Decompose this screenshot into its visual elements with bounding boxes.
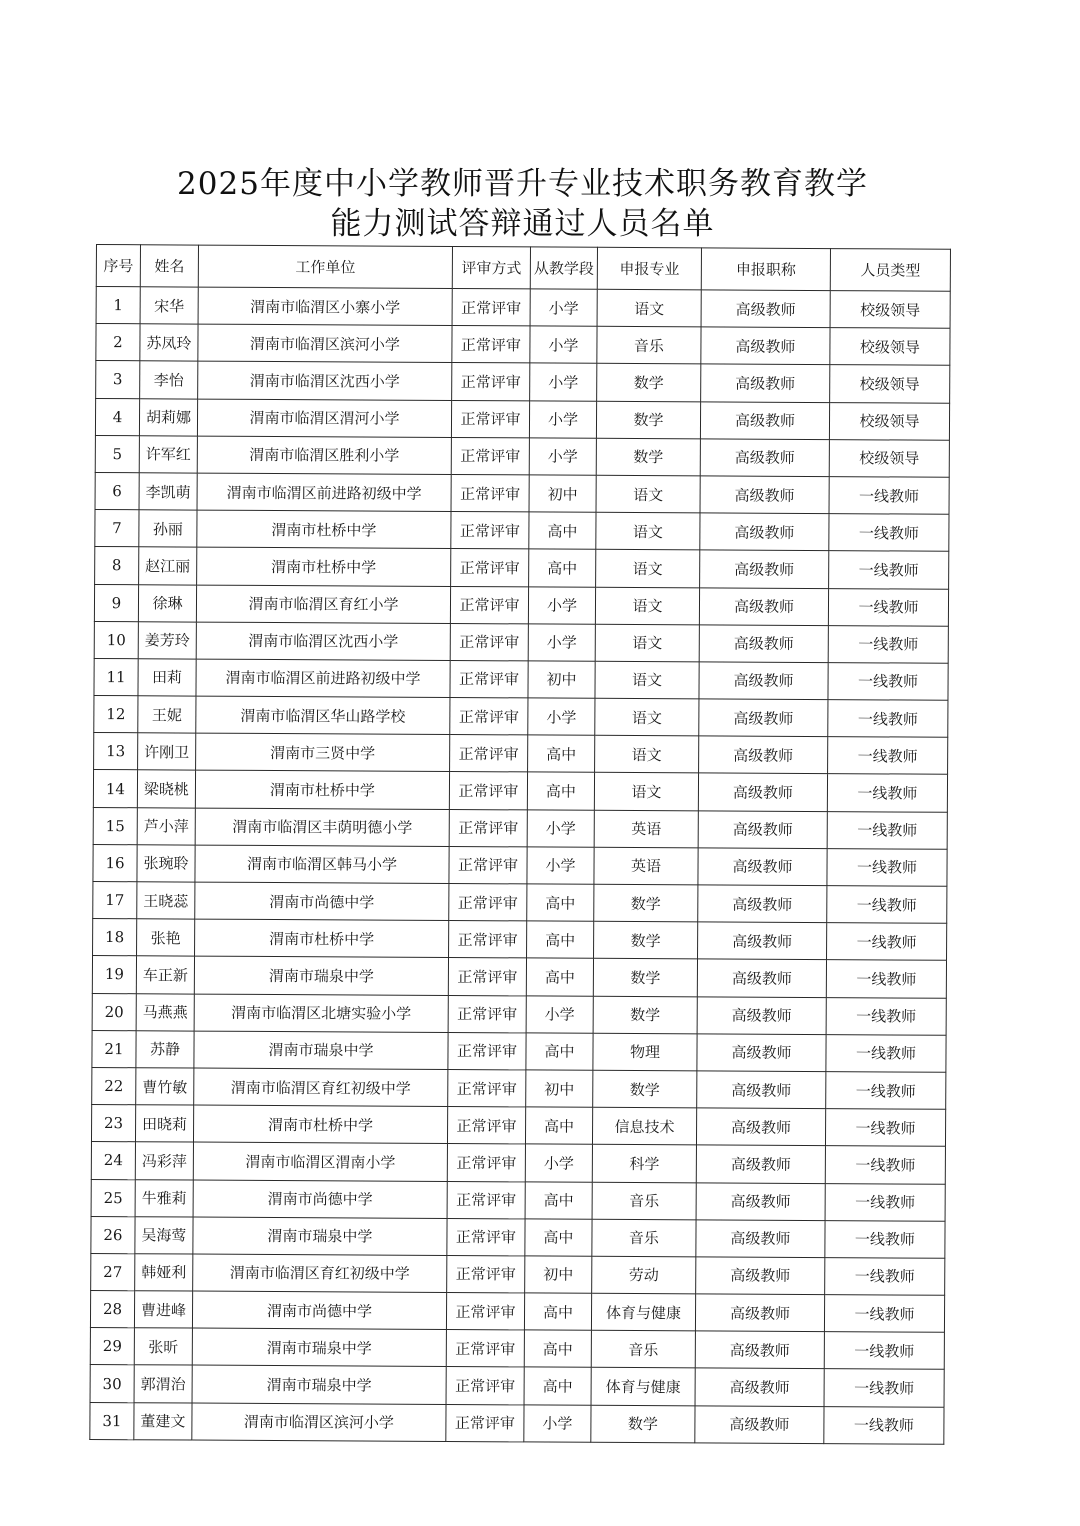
cell-applied-title: 高级教师 [696, 1182, 825, 1220]
cell-teaching-stage: 初中 [529, 475, 596, 513]
table-row [91, 1105, 945, 1147]
cell-name: 梁晓桃 [137, 770, 195, 808]
cell-applied-title: 高级教师 [696, 1145, 825, 1183]
cell-personnel-type: 一线教师 [827, 923, 947, 961]
cell-work-unit: 渭南市杜桥中学 [197, 510, 451, 549]
cell-applied-title: 高级教师 [697, 959, 826, 997]
table-row [95, 398, 949, 440]
cell-personnel-type: 一线教师 [827, 886, 947, 924]
cell-name: 曹进峰 [134, 1291, 192, 1329]
cell-personnel-type: 一线教师 [826, 1072, 946, 1110]
cell-serial-number: 8 [95, 547, 139, 584]
cell-teaching-stage: 初中 [525, 1256, 592, 1294]
table-row [95, 472, 949, 514]
cell-applied-subject: 音乐 [592, 1182, 696, 1220]
cell-work-unit: 渭南市临渭区渭河小学 [197, 399, 451, 438]
cell-applied-title: 高级教师 [700, 513, 829, 551]
cell-personnel-type: 一线教师 [825, 1220, 945, 1258]
cell-work-unit: 渭南市临渭区北塘实验小学 [194, 994, 448, 1033]
table-row [91, 1216, 945, 1258]
header-personnel-type: 人员类型 [830, 249, 950, 292]
cell-name: 孙丽 [139, 510, 197, 548]
cell-review-method: 正常评审 [451, 549, 529, 587]
cell-personnel-type: 一线教师 [829, 514, 949, 552]
cell-applied-subject: 英语 [594, 810, 698, 848]
cell-serial-number: 6 [95, 472, 139, 509]
cell-personnel-type: 一线教师 [826, 997, 946, 1035]
cell-teaching-stage: 高中 [527, 772, 594, 810]
cell-personnel-type: 一线教师 [828, 737, 948, 775]
cell-teaching-stage: 小学 [524, 1405, 591, 1443]
cell-personnel-type: 一线教师 [825, 1257, 945, 1295]
cell-work-unit: 渭南市临渭区前进路初级中学 [197, 473, 451, 512]
cell-teaching-stage: 小学 [530, 326, 597, 364]
cell-personnel-type: 一线教师 [824, 1406, 944, 1444]
cell-name: 许刚卫 [138, 733, 196, 771]
cell-review-method: 正常评审 [451, 474, 529, 512]
cell-name: 苏静 [136, 1030, 194, 1068]
cell-work-unit: 渭南市杜桥中学 [195, 919, 449, 958]
cell-personnel-type: 一线教师 [827, 774, 947, 812]
cell-teaching-stage: 初中 [526, 1070, 593, 1108]
cell-work-unit: 渭南市临渭区韩马小学 [195, 845, 449, 884]
cell-review-method: 正常评审 [446, 1367, 524, 1405]
cell-personnel-type: 一线教师 [829, 477, 949, 515]
header-serial-number: 序号 [96, 245, 140, 287]
cell-applied-subject: 信息技术 [592, 1107, 696, 1145]
table-row [93, 807, 947, 849]
cell-applied-subject: 数学 [593, 1070, 697, 1108]
cell-review-method: 正常评审 [451, 512, 529, 550]
document-title-line2: 能力测试答辩通过人员名单 [330, 206, 715, 242]
table-row [92, 956, 946, 998]
cell-applied-subject: 语文 [596, 512, 700, 550]
cell-teaching-stage: 小学 [528, 624, 595, 662]
cell-review-method: 正常评审 [449, 809, 527, 847]
cell-serial-number: 19 [92, 956, 136, 993]
table-row [94, 621, 948, 663]
cell-name: 许军红 [139, 435, 197, 473]
cell-work-unit: 渭南市杜桥中学 [193, 1105, 447, 1144]
header-review-method: 评审方式 [452, 246, 530, 288]
cell-applied-subject: 数学 [594, 921, 698, 959]
cell-review-method: 正常评审 [449, 921, 527, 959]
cell-review-method: 正常评审 [446, 1293, 524, 1331]
cell-applied-subject: 数学 [593, 996, 697, 1034]
header-applied-subject: 申报专业 [597, 247, 701, 290]
cell-teaching-stage: 高中 [524, 1367, 591, 1405]
cell-review-method: 正常评审 [450, 586, 528, 624]
cell-serial-number: 7 [95, 510, 139, 547]
cell-personnel-type: 一线教师 [824, 1332, 944, 1370]
cell-applied-subject: 科学 [592, 1145, 696, 1183]
cell-review-method: 正常评审 [449, 883, 527, 921]
table-row [95, 435, 949, 477]
cell-personnel-type: 一线教师 [825, 1146, 945, 1184]
cell-name: 李怡 [140, 361, 198, 399]
document-title-line1: 2025年度中小学教师晋升专业技术职务教育教学 [177, 166, 868, 202]
cell-work-unit: 渭南市临渭区沈西小学 [196, 622, 450, 661]
cell-personnel-type: 一线教师 [828, 700, 948, 738]
cell-serial-number: 13 [94, 733, 138, 770]
cell-personnel-type: 校级领导 [830, 328, 950, 366]
cell-personnel-type: 一线教师 [827, 811, 947, 849]
cell-applied-subject: 语文 [595, 624, 699, 662]
cell-serial-number: 10 [94, 621, 138, 658]
cell-teaching-stage: 小学 [530, 289, 597, 327]
cell-serial-number: 2 [96, 324, 140, 361]
cell-name: 王妮 [138, 696, 196, 734]
cell-applied-subject: 语文 [596, 550, 700, 588]
cell-teaching-stage: 小学 [527, 810, 594, 848]
header-work-unit: 工作单位 [198, 245, 452, 288]
table-row [90, 1291, 944, 1333]
table-row [93, 919, 947, 961]
table-row [92, 1067, 946, 1109]
cell-teaching-stage: 高中 [525, 1107, 592, 1145]
cell-work-unit: 渭南市临渭区胜利小学 [197, 436, 451, 475]
cell-teaching-stage: 小学 [529, 400, 596, 438]
cell-name: 马燕燕 [136, 993, 194, 1031]
cell-serial-number: 17 [93, 881, 137, 918]
cell-applied-title: 高级教师 [699, 625, 828, 663]
cell-work-unit: 渭南市临渭区滨河小学 [192, 1403, 446, 1442]
cell-name: 赵江丽 [139, 547, 197, 585]
cell-work-unit: 渭南市临渭区育红初级中学 [194, 1068, 448, 1107]
cell-serial-number: 11 [94, 658, 138, 695]
cell-applied-subject: 音乐 [592, 1219, 696, 1257]
cell-applied-title: 高级教师 [700, 401, 829, 439]
table-row [93, 881, 947, 923]
cell-applied-subject: 体育与健康 [591, 1293, 695, 1331]
cell-personnel-type: 校级领导 [829, 439, 949, 477]
cell-teaching-stage: 高中 [527, 921, 594, 959]
cell-teaching-stage: 高中 [526, 958, 593, 996]
cell-name: 吴海莺 [135, 1216, 193, 1254]
table-row [94, 658, 948, 700]
cell-work-unit: 渭南市瑞泉中学 [194, 1031, 448, 1070]
cell-teaching-stage: 小学 [525, 1144, 592, 1182]
cell-review-method: 正常评审 [446, 1404, 524, 1442]
table-row [93, 844, 947, 886]
cell-work-unit: 渭南市尚德中学 [195, 882, 449, 921]
cell-work-unit: 渭南市临渭区沈西小学 [198, 361, 452, 400]
table-row [90, 1328, 944, 1370]
cell-review-method: 正常评审 [448, 958, 526, 996]
cell-applied-title: 高级教师 [696, 1108, 825, 1146]
cell-applied-subject: 音乐 [597, 326, 701, 364]
cell-personnel-type: 校级领导 [829, 402, 949, 440]
cell-name: 王晓蕊 [137, 882, 195, 920]
passed-personnel-table [89, 244, 951, 1445]
cell-teaching-stage: 高中 [525, 1181, 592, 1219]
cell-personnel-type: 校级领导 [830, 291, 950, 329]
cell-teaching-stage: 小学 [529, 438, 596, 476]
cell-applied-title: 高级教师 [696, 1220, 825, 1258]
cell-applied-title: 高级教师 [695, 1368, 824, 1406]
cell-serial-number: 4 [95, 398, 139, 435]
cell-applied-title: 高级教师 [697, 1071, 826, 1109]
cell-serial-number: 31 [90, 1402, 134, 1439]
cell-review-method: 正常评审 [447, 1255, 525, 1293]
cell-applied-title: 高级教师 [699, 736, 828, 774]
cell-teaching-stage: 小学 [526, 995, 593, 1033]
cell-serial-number: 3 [96, 361, 140, 398]
cell-applied-subject: 语文 [595, 587, 699, 625]
cell-teaching-stage: 高中 [528, 735, 595, 773]
cell-serial-number: 12 [94, 696, 138, 733]
cell-applied-title: 高级教师 [700, 550, 829, 588]
cell-applied-subject: 数学 [596, 438, 700, 476]
cell-work-unit: 渭南市临渭区小寨小学 [198, 287, 452, 326]
cell-personnel-type: 校级领导 [830, 365, 950, 403]
cell-serial-number: 30 [90, 1365, 134, 1402]
cell-review-method: 正常评审 [450, 660, 528, 698]
cell-personnel-type: 一线教师 [829, 551, 949, 589]
cell-applied-title: 高级教师 [698, 810, 827, 848]
cell-review-method: 正常评审 [451, 400, 529, 438]
cell-serial-number: 9 [94, 584, 138, 621]
cell-name: 张昕 [134, 1328, 192, 1366]
cell-applied-title: 高级教师 [695, 1405, 824, 1443]
cell-review-method: 正常评审 [447, 1107, 525, 1145]
table-row [96, 361, 950, 403]
cell-applied-title: 高级教师 [697, 1034, 826, 1072]
cell-name: 李凯萌 [139, 473, 197, 511]
cell-name: 芦小萍 [137, 807, 195, 845]
cell-review-method: 正常评审 [446, 1330, 524, 1368]
cell-applied-title: 高级教师 [698, 885, 827, 923]
cell-review-method: 正常评审 [452, 326, 530, 364]
header-name: 姓名 [140, 245, 198, 287]
cell-personnel-type: 一线教师 [825, 1183, 945, 1221]
cell-serial-number: 14 [93, 770, 137, 807]
table-row [96, 287, 950, 329]
cell-applied-title: 高级教师 [701, 364, 830, 402]
cell-review-method: 正常评审 [452, 288, 530, 326]
cell-name: 车正新 [136, 956, 194, 994]
cell-applied-subject: 数学 [594, 884, 698, 922]
table-row [94, 696, 948, 738]
table-row [95, 547, 949, 589]
cell-work-unit: 渭南市瑞泉中学 [194, 956, 448, 995]
cell-name: 郭渭治 [134, 1365, 192, 1403]
cell-work-unit: 渭南市临渭区滨河小学 [198, 324, 452, 363]
cell-serial-number: 26 [91, 1216, 135, 1253]
cell-name: 曹竹敏 [136, 1068, 194, 1106]
cell-teaching-stage: 高中 [524, 1330, 591, 1368]
table-row [95, 510, 949, 552]
cell-personnel-type: 一线教师 [828, 588, 948, 626]
table-row [94, 584, 948, 626]
cell-work-unit: 渭南市临渭区华山路学校 [196, 696, 450, 735]
cell-review-method: 正常评审 [451, 437, 529, 475]
cell-applied-title: 高级教师 [700, 439, 829, 477]
table-row [93, 770, 947, 812]
cell-teaching-stage: 小学 [528, 698, 595, 736]
cell-personnel-type: 一线教师 [825, 1109, 945, 1147]
cell-review-method: 正常评审 [450, 698, 528, 736]
cell-review-method: 正常评审 [450, 623, 528, 661]
table-row [92, 1030, 946, 1072]
cell-work-unit: 渭南市瑞泉中学 [192, 1328, 446, 1367]
cell-applied-subject: 语文 [596, 475, 700, 513]
cell-teaching-stage: 小学 [528, 586, 595, 624]
cell-review-method: 正常评审 [449, 846, 527, 884]
cell-review-method: 正常评审 [447, 1218, 525, 1256]
cell-work-unit: 渭南市临渭区前进路初级中学 [196, 659, 450, 698]
cell-personnel-type: 一线教师 [824, 1295, 944, 1333]
cell-review-method: 正常评审 [450, 735, 528, 773]
table-row [94, 733, 948, 775]
cell-work-unit: 渭南市尚德中学 [193, 1180, 447, 1219]
cell-work-unit: 渭南市临渭区育红小学 [196, 585, 450, 624]
cell-review-method: 正常评审 [448, 1069, 526, 1107]
cell-personnel-type: 一线教师 [827, 848, 947, 886]
table-row [90, 1402, 944, 1444]
cell-review-method: 正常评审 [448, 995, 526, 1033]
cell-work-unit: 渭南市临渭区渭南小学 [193, 1142, 447, 1181]
cell-name: 徐琳 [138, 584, 196, 622]
cell-applied-subject: 语文 [595, 736, 699, 774]
header-teaching-stage: 从教学段 [530, 247, 597, 289]
cell-personnel-type: 一线教师 [828, 625, 948, 663]
cell-applied-subject: 数学 [597, 364, 701, 402]
cell-applied-title: 高级教师 [700, 476, 829, 514]
cell-applied-title: 高级教师 [699, 662, 828, 700]
table-row [91, 1142, 945, 1184]
cell-name: 田莉 [138, 659, 196, 697]
cell-applied-title: 高级教师 [698, 773, 827, 811]
cell-applied-title: 高级教师 [699, 699, 828, 737]
table-row [91, 1179, 945, 1221]
cell-work-unit: 渭南市杜桥中学 [195, 771, 449, 810]
cell-teaching-stage: 小学 [527, 847, 594, 885]
cell-applied-title: 高级教师 [701, 290, 830, 328]
cell-review-method: 正常评审 [447, 1144, 525, 1182]
cell-applied-title: 高级教师 [699, 587, 828, 625]
cell-applied-subject: 劳动 [592, 1256, 696, 1294]
cell-review-method: 正常评审 [447, 1181, 525, 1219]
cell-name: 胡莉娜 [139, 398, 197, 436]
cell-serial-number: 16 [93, 844, 137, 881]
table-row [91, 1253, 945, 1295]
cell-serial-number: 25 [91, 1179, 135, 1216]
cell-teaching-stage: 高中 [525, 1219, 592, 1257]
cell-teaching-stage: 小学 [530, 363, 597, 401]
cell-review-method: 正常评审 [448, 1032, 526, 1070]
table-body [90, 287, 950, 1445]
cell-applied-subject: 语文 [595, 661, 699, 699]
table-row [96, 324, 950, 366]
cell-applied-subject: 语文 [595, 698, 699, 736]
cell-review-method: 正常评审 [452, 363, 530, 401]
cell-serial-number: 22 [92, 1067, 136, 1104]
cell-applied-title: 高级教师 [695, 1294, 824, 1332]
cell-applied-subject: 数学 [596, 401, 700, 439]
table-row [92, 993, 946, 1035]
cell-personnel-type: 一线教师 [826, 1034, 946, 1072]
cell-applied-subject: 体育与健康 [591, 1368, 695, 1406]
cell-teaching-stage: 高中 [527, 884, 594, 922]
cell-name: 田晓莉 [135, 1105, 193, 1143]
cell-applied-title: 高级教师 [696, 1257, 825, 1295]
cell-applied-subject: 语文 [594, 773, 698, 811]
cell-name: 韩娅利 [135, 1254, 193, 1292]
cell-name: 张艳 [137, 919, 195, 957]
cell-personnel-type: 一线教师 [828, 662, 948, 700]
cell-applied-subject: 音乐 [591, 1331, 695, 1369]
cell-name: 姜芳玲 [138, 621, 196, 659]
cell-teaching-stage: 高中 [529, 512, 596, 550]
cell-work-unit: 渭南市临渭区育红初级中学 [193, 1254, 447, 1293]
cell-teaching-stage: 高中 [524, 1293, 591, 1331]
cell-name: 牛雅莉 [135, 1179, 193, 1217]
cell-work-unit: 渭南市杜桥中学 [197, 547, 451, 586]
cell-personnel-type: 一线教师 [826, 960, 946, 998]
cell-applied-subject: 物理 [593, 1033, 697, 1071]
cell-review-method: 正常评审 [449, 772, 527, 810]
cell-teaching-stage: 高中 [526, 1033, 593, 1071]
cell-work-unit: 渭南市瑞泉中学 [192, 1365, 446, 1404]
cell-serial-number: 27 [91, 1253, 135, 1290]
cell-work-unit: 渭南市尚德中学 [192, 1291, 446, 1330]
cell-work-unit: 渭南市瑞泉中学 [193, 1217, 447, 1256]
cell-name: 张琬聆 [137, 845, 195, 883]
cell-applied-title: 高级教师 [695, 1331, 824, 1369]
cell-serial-number: 18 [93, 919, 137, 956]
cell-work-unit: 渭南市三贤中学 [196, 733, 450, 772]
cell-applied-title: 高级教师 [697, 996, 826, 1034]
cell-applied-subject: 数学 [591, 1405, 695, 1443]
cell-serial-number: 5 [95, 435, 139, 472]
cell-name: 冯彩萍 [135, 1142, 193, 1180]
cell-applied-title: 高级教师 [698, 848, 827, 886]
cell-applied-subject: 语文 [597, 289, 701, 327]
cell-name: 苏凤玲 [140, 324, 198, 362]
cell-teaching-stage: 高中 [529, 549, 596, 587]
cell-serial-number: 15 [93, 807, 137, 844]
cell-applied-subject: 英语 [594, 847, 698, 885]
cell-applied-title: 高级教师 [701, 327, 830, 365]
table-row [90, 1365, 944, 1407]
cell-serial-number: 28 [90, 1291, 134, 1328]
cell-work-unit: 渭南市临渭区丰荫明德小学 [195, 808, 449, 847]
cell-serial-number: 24 [91, 1142, 135, 1179]
cell-serial-number: 20 [92, 993, 136, 1030]
cell-serial-number: 1 [96, 287, 140, 324]
cell-serial-number: 23 [91, 1105, 135, 1142]
cell-applied-subject: 数学 [593, 959, 697, 997]
cell-personnel-type: 一线教师 [824, 1369, 944, 1407]
cell-serial-number: 21 [92, 1030, 136, 1067]
table-header-row [96, 245, 950, 292]
cell-teaching-stage: 初中 [528, 661, 595, 699]
header-applied-title: 申报职称 [701, 248, 830, 291]
cell-name: 董建文 [134, 1402, 192, 1440]
cell-serial-number: 29 [90, 1328, 134, 1365]
cell-name: 宋华 [140, 287, 198, 325]
cell-applied-title: 高级教师 [698, 922, 827, 960]
